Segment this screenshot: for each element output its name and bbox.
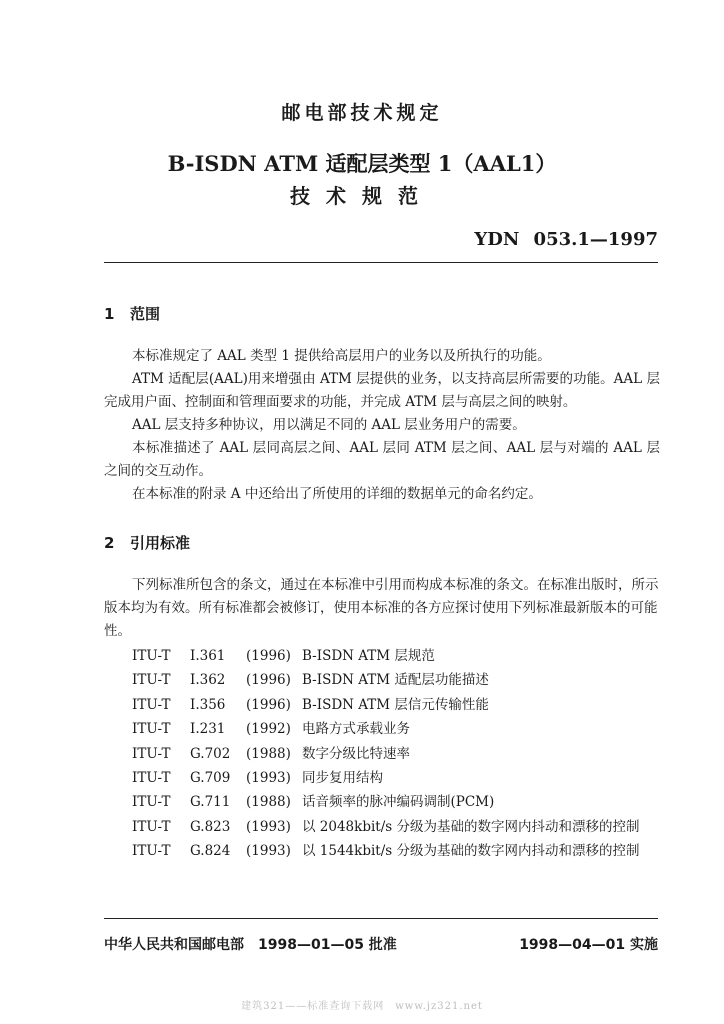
reference-year: (1992) bbox=[246, 721, 291, 738]
reference-org: ITU-T bbox=[132, 696, 171, 713]
paragraph: AAL 层支持多种协议，用以满足不同的 AAL 层业务用户的需要。 bbox=[132, 417, 526, 433]
reference-year: (1996) bbox=[246, 672, 291, 689]
reference-code: G.824 bbox=[190, 843, 231, 860]
document-title: B-ISDN ATM 适配层类型 1（AAL1） bbox=[167, 151, 557, 176]
reference-title: B-ISDN ATM 层规范 bbox=[302, 648, 435, 664]
standard-number: YDN 053.1—1997 bbox=[474, 229, 658, 250]
paragraph: 本标准规定了 AAL 类型 1 提供给高层用户的业务以及所执行的功能。 bbox=[132, 348, 551, 364]
reference-row bbox=[132, 742, 639, 766]
reference-row bbox=[132, 717, 639, 741]
reference-year: (1996) bbox=[246, 648, 291, 664]
reference-code: I.362 bbox=[190, 672, 226, 689]
approval-line: 中华人民共和国邮电部 1998—01—05 批准 bbox=[104, 937, 397, 953]
reference-row bbox=[132, 815, 639, 839]
reference-title: 话音频率的脉冲编码调制(PCM) bbox=[302, 794, 495, 811]
reference-title: B-ISDN ATM 层信元传输性能 bbox=[302, 696, 489, 713]
reference-code: G.709 bbox=[190, 769, 231, 786]
section-1-number: 1 bbox=[104, 305, 115, 323]
reference-list bbox=[132, 644, 639, 864]
section-1-heading bbox=[104, 303, 160, 324]
reference-org: ITU-T bbox=[132, 721, 171, 738]
implementation-date: 1998—04—01 实施 bbox=[519, 937, 658, 953]
paragraph: 在本标准的附录 A 中还给出了所使用的详细的数据单元的命名约定。 bbox=[132, 486, 542, 502]
paragraph: 本标准描述了 AAL 层同高层之间、AAL 层同 ATM 层之间、AAL 层与对端的 AAL 层之间的交互动作。 bbox=[104, 440, 660, 479]
reference-org: ITU-T bbox=[132, 769, 171, 786]
reference-row bbox=[132, 644, 639, 668]
reference-code: I.356 bbox=[190, 696, 226, 713]
reference-row bbox=[132, 668, 639, 692]
reference-org: ITU-T bbox=[132, 745, 171, 762]
paragraph: 下列标准所包含的条文，通过在本标准中引用而构成本标准的条文。在标准出版时，所示版本均为有效。所有标准都会被修订，使用本标准的各方应探讨使用下列标准最新版本的可能性。 bbox=[104, 577, 659, 639]
reference-row bbox=[132, 766, 639, 790]
section-2-number: 2 bbox=[104, 534, 115, 552]
watermark: 建筑321——标准查询下载网 www.jz321.net bbox=[241, 1001, 483, 1012]
reference-org: ITU-T bbox=[132, 843, 171, 860]
reference-year: (1993) bbox=[246, 843, 291, 860]
reference-code: G.711 bbox=[190, 794, 231, 811]
reference-row bbox=[132, 790, 639, 814]
reference-org: ITU-T bbox=[132, 672, 171, 689]
reference-year: (1988) bbox=[246, 745, 291, 762]
reference-row bbox=[132, 693, 639, 717]
section-2-title: 引用标准 bbox=[130, 534, 191, 552]
issuing-authority: 邮电部技术规定 bbox=[281, 102, 443, 124]
reference-title: 以 2048kbit/s 分级为基础的数字网内抖动和漂移的控制 bbox=[302, 818, 640, 835]
reference-title: 电路方式承载业务 bbox=[302, 721, 410, 738]
reference-year: (1993) bbox=[246, 818, 291, 835]
reference-title: 以 1544kbit/s 分级为基础的数字网内抖动和漂移的控制 bbox=[302, 843, 640, 860]
footer-divider bbox=[104, 918, 658, 919]
reference-title: 数字分级比特速率 bbox=[302, 745, 410, 762]
section-2-intro bbox=[104, 574, 660, 643]
reference-title: B-ISDN ATM 适配层功能描述 bbox=[302, 672, 489, 689]
paragraph: ATM 适配层(AAL)用来增强由 ATM 层提供的业务，以支持高层所需要的功能。AAL 层完成用户面、控制面和管理面要求的功能，并完成 ATM 层与高层之间的映射。 bbox=[104, 371, 660, 410]
reference-year: (1993) bbox=[246, 769, 291, 786]
reference-year: (1996) bbox=[246, 696, 291, 713]
section-1-body bbox=[104, 345, 660, 506]
reference-code: I.361 bbox=[190, 648, 226, 664]
reference-row bbox=[132, 839, 639, 863]
reference-org: ITU-T bbox=[132, 818, 171, 835]
reference-year: (1988) bbox=[246, 794, 291, 811]
reference-code: G.823 bbox=[190, 818, 231, 835]
reference-code: I.231 bbox=[190, 721, 226, 738]
document-subtitle: 技术规范 bbox=[290, 184, 434, 208]
header-divider bbox=[104, 262, 658, 263]
section-1-title: 范围 bbox=[130, 305, 161, 323]
reference-org: ITU-T bbox=[132, 794, 171, 811]
section-2-heading bbox=[104, 532, 190, 553]
reference-title: 同步复用结构 bbox=[302, 769, 383, 786]
reference-code: G.702 bbox=[190, 745, 231, 762]
reference-org: ITU-T bbox=[132, 648, 171, 664]
